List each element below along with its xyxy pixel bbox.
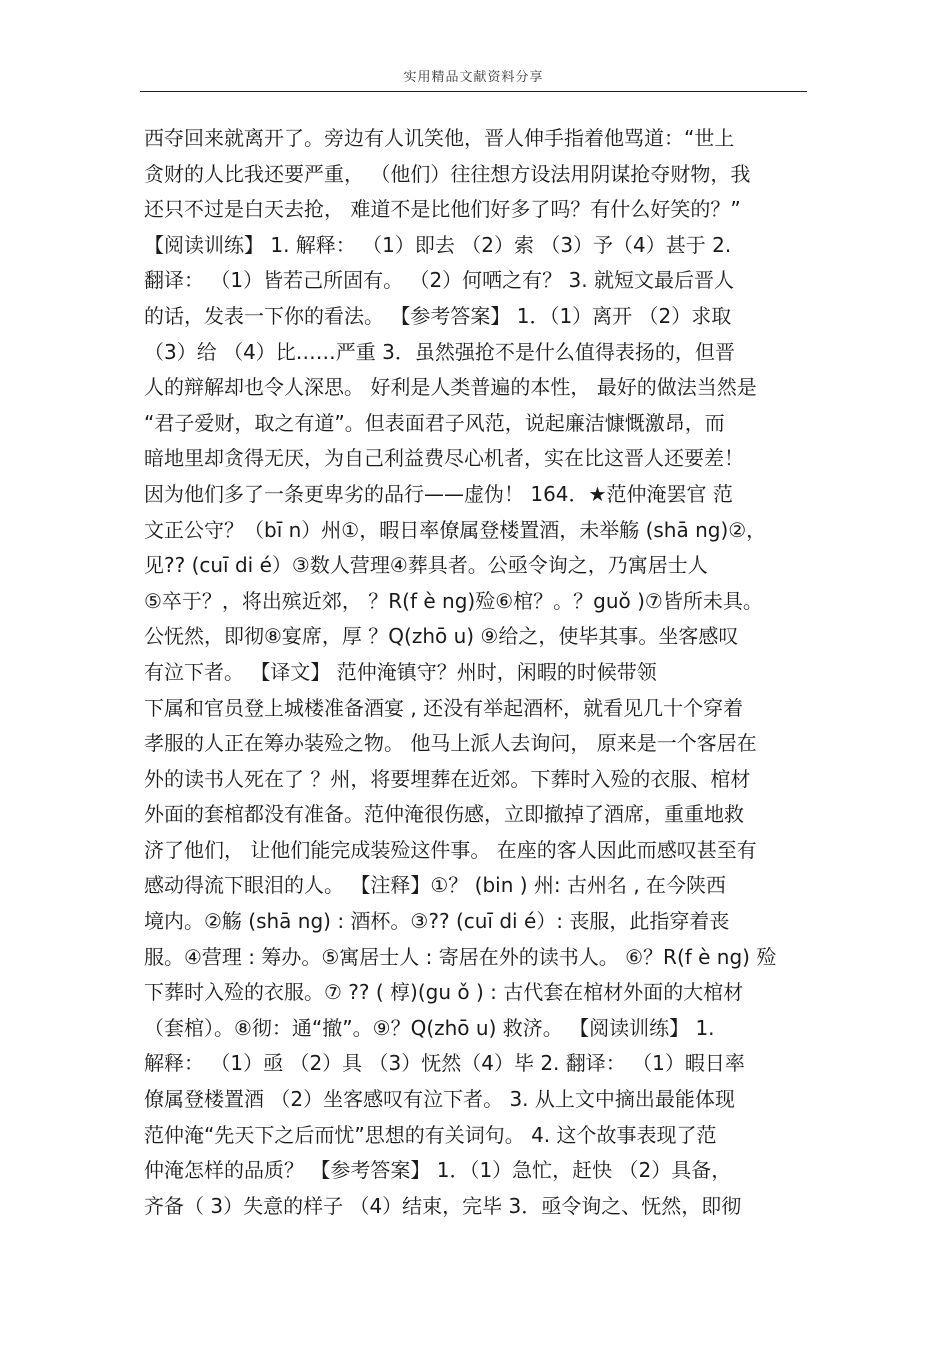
- text-line: 翻译： （1）皆若己所固有。 （2）何哂之有？ 3. 就短文最后晋人: [144, 268, 734, 293]
- text-line: 公怃然，即彻⑧宴席，厚 ？Q(zhō u) ⑨给之，使毕其事。坐客感叹: [144, 624, 739, 649]
- text-line: 仲淹怎样的品质？ 【参考答案】 1．（1）急忙，赶快 （2）具备，: [144, 1158, 732, 1183]
- text-line: 僚属登楼置酒 （2）坐客感叹有泣下者。 3. 从上文中摘出最能体现: [144, 1087, 735, 1112]
- text-line: 服。④营理 : 筹办。⑤寓居士人 : 寄居在外的读书人。 ⑥？R(f è ng) 殓: [144, 944, 777, 969]
- text-line: ⑤卒于？，将出殡近郊， ？R(f è ng)殓⑥棺？。？guǒ )⑦皆所未具。: [144, 588, 763, 613]
- text-line: 文正公守？（bī n）州①，暇日率僚属登楼置酒，未举觞 (shā ng)②，: [144, 517, 767, 542]
- text-line: “君子爱财，取之有道”。但表面君子风范，说起廉洁慷慨激昂，而: [144, 410, 725, 435]
- text-line: 境内。②觞 (shā ng) : 酒杯。③?? (cuī di é）: 丧服，此指穿着丧: [144, 909, 730, 934]
- text-line: 孝服的人正在筹办装殓之物。 他马上派人去询问， 原来是一个客居在: [144, 731, 757, 756]
- text-line: 感动得流下眼泪的人。 【注释】①？ (bin ) 州: 古州名 , 在今陕西: [144, 873, 727, 898]
- page-header-title: 实用精品文献资料分享: [403, 70, 544, 85]
- text-line: 下属和官员登上城楼准备酒宴 , 还没有举起酒杯，就看见几十个穿着: [144, 695, 744, 720]
- text-line: 范仲淹“先天下之后而忧”思想的有关词句。 4. 这个故事表现了范: [144, 1122, 717, 1147]
- text-line: （套棺）。⑧彻：通“撤”。⑨？Q(zhō u) 救济。 【阅读训练】 1.: [144, 1015, 715, 1040]
- text-line: 外面的套棺都没有准备。范仲淹很伤感，立即撤掉了酒席，重重地救: [144, 802, 744, 827]
- text-line: 还只不过是白天去抢， 难道不是比他们好多了吗？有什么好笑的？”: [144, 197, 741, 222]
- text-line: （3）给 （4）比……严重 3．虽然强抢不是什么值得表扬的，但晋: [144, 339, 735, 364]
- body-text: [144, 121, 824, 1224]
- text-line: 下葬时入殓的衣服。⑦ ?? ( 椁)(gu ǒ ) : 古代套在棺材外面的大棺材: [144, 980, 744, 1005]
- text-line: 外的读书人死在了 ？州，将要埋葬在近郊。下葬时入殓的衣服、棺材: [144, 766, 751, 791]
- text-line: 的话，发表一下你的看法。 【参考答案】 1．（1）离开 （2）求取: [144, 303, 732, 328]
- header-divider: [140, 91, 807, 92]
- text-line: 见?? (cuī di é）③数人营理④葬具者。公亟令询之，乃寓居士人: [144, 553, 708, 578]
- text-line: 贪财的人比我还要严重， （他们）往往想方设法用阴谋抢夺财物，我: [144, 161, 751, 186]
- text-line: 西夺回来就离开了。旁边有人讥笑他，晋人伸手指着他骂道：“世上: [144, 126, 735, 150]
- text-line: 暗地里却贪得无厌，为自己利益费尽心机者，实在比这晋人还要差！: [144, 446, 744, 471]
- text-line: 有泣下者。 【译文】 范仲淹镇守？州时，闲暇的时候带领: [144, 659, 657, 684]
- text-line: 【阅读训练】 1. 解释： （1）即去 （2）索 （3）予（4）甚于 2.: [144, 232, 732, 257]
- text-line: 因为他们多了一条更卑劣的品行——虚伪！ 164．★范仲淹罢官 范: [144, 481, 733, 506]
- text-line: 济了他们， 让他们能完成装殓这件事。 在座的客人因此而感叹甚至有: [144, 837, 757, 862]
- text-line: 解释： （1）亟 （2）具 （3）怃然（4）毕 2. 翻译： （1）暇日率: [144, 1051, 745, 1076]
- text-line: 人的辩解却也令人深思。 好利是人类普遍的本性， 最好的做法当然是: [144, 375, 757, 400]
- text-line: 齐备（ 3）失意的样子 （4）结束，完毕 3．亟令询之、怃然，即彻: [144, 1193, 742, 1218]
